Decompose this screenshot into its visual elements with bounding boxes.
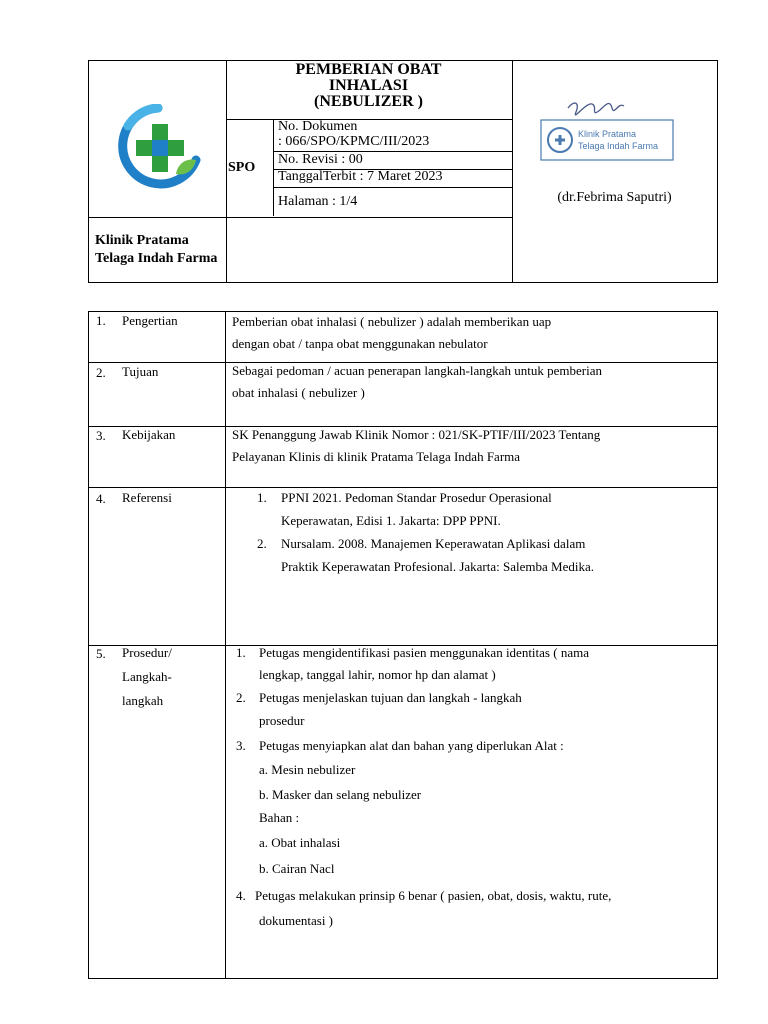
divider bbox=[273, 187, 512, 188]
section-number: 3. bbox=[96, 428, 106, 443]
section-number: 5. bbox=[96, 646, 106, 661]
section-text: Pemberian obat inhalasi ( nebulizer ) adalah memberikan uap dengan obat / tanpa obat menggunakan nebulator bbox=[232, 314, 552, 351]
procedure-step: lengkap, tanggal lahir, nomor hp dan alamat ) bbox=[259, 667, 496, 682]
procedure-step: Petugas melakukan prinsip 6 benar ( pasien, obat, dosis, waktu, rute, bbox=[255, 888, 612, 903]
divider bbox=[273, 119, 274, 216]
procedure-step: dokumentasi ) bbox=[259, 913, 334, 928]
procedure-step: Petugas mengidentifikasi pasien menggunakan identitas ( nama bbox=[259, 645, 589, 660]
section-label: Pengertian bbox=[122, 313, 178, 328]
issue-date: TanggalTerbit : 7 Maret 2023 bbox=[278, 169, 443, 184]
divider bbox=[89, 217, 512, 218]
equipment-item: b. Masker dan selang nebulizer bbox=[259, 787, 422, 802]
reference-line: Praktik Keperawatan Profesional. Jakarta: Salemba Medika. bbox=[281, 559, 594, 574]
document-title: PEMBERIAN OBAT INHALASI (NEBULIZER ) bbox=[295, 61, 442, 110]
materials-heading: Bahan : bbox=[259, 810, 300, 825]
procedure-step: Petugas menjelaskan tujuan dan langkah - langkah bbox=[259, 690, 522, 705]
svg-text:Klinik Pratama: Klinik Pratama bbox=[578, 129, 637, 139]
section-number: 2. bbox=[96, 365, 106, 380]
section-text: SK Penanggung Jawab Klinik Nomor : 021/SK-PTIF/III/2023 Tentang Pelayanan Klinis di klinik Pratama Telaga Indah Farma bbox=[232, 427, 601, 464]
equipment-item: a. Mesin nebulizer bbox=[259, 762, 356, 777]
divider bbox=[226, 119, 512, 120]
doc-number-label: No. Dokumen bbox=[278, 119, 358, 134]
spo-label: SPO bbox=[228, 160, 256, 175]
doc-number-value: : 066/SPO/KPMC/III/2023 bbox=[278, 134, 430, 149]
page-number: Halaman : 1/4 bbox=[278, 194, 358, 209]
material-item: b. Cairan Nacl bbox=[259, 861, 335, 876]
procedure-step: prosedur bbox=[259, 713, 305, 728]
divider bbox=[512, 61, 513, 282]
list-item: 2. bbox=[257, 536, 267, 551]
material-item: a. Obat inhalasi bbox=[259, 835, 341, 850]
reference-line: Keperawatan, Edisi 1. Jakarta: DPP PPNI. bbox=[281, 513, 501, 528]
section-label: Prosedur/ Langkah- langkah bbox=[122, 645, 172, 708]
list-item: 3. bbox=[236, 738, 246, 753]
list-item: 4. bbox=[236, 888, 246, 903]
reference-line: PPNI 2021. Pedoman Standar Prosedur Operasional bbox=[281, 490, 552, 505]
section-number: 1. bbox=[96, 313, 106, 328]
clinic-stamp bbox=[540, 98, 674, 162]
section-label: Kebijakan bbox=[122, 427, 176, 442]
section-number: 4. bbox=[96, 491, 106, 506]
reference-line: Nursalam. 2008. Manajemen Keperawatan Aplikasi dalam bbox=[281, 536, 586, 551]
procedure-step: Petugas menyiapkan alat dan bahan yang diperlukan Alat : bbox=[259, 738, 564, 753]
section-label: Referensi bbox=[122, 490, 172, 505]
clinic-name: Klinik Pratama Telaga Indah Farma bbox=[95, 233, 218, 266]
revision-number: No. Revisi : 00 bbox=[278, 152, 363, 167]
signatory-name: (dr.Febrima Saputri) bbox=[557, 190, 672, 205]
clinic-logo-icon bbox=[118, 104, 202, 192]
section-text: Sebagai pedoman / acuan penerapan langkah-langkah untuk pemberian obat inhalasi ( nebulizer ) bbox=[232, 363, 602, 400]
section-label: Tujuan bbox=[122, 364, 159, 379]
svg-text:Telaga Indah Farma: Telaga Indah Farma bbox=[578, 141, 659, 151]
list-item: 1. bbox=[257, 490, 267, 505]
list-item: 1. bbox=[236, 645, 246, 660]
list-item: 2. bbox=[236, 690, 246, 705]
